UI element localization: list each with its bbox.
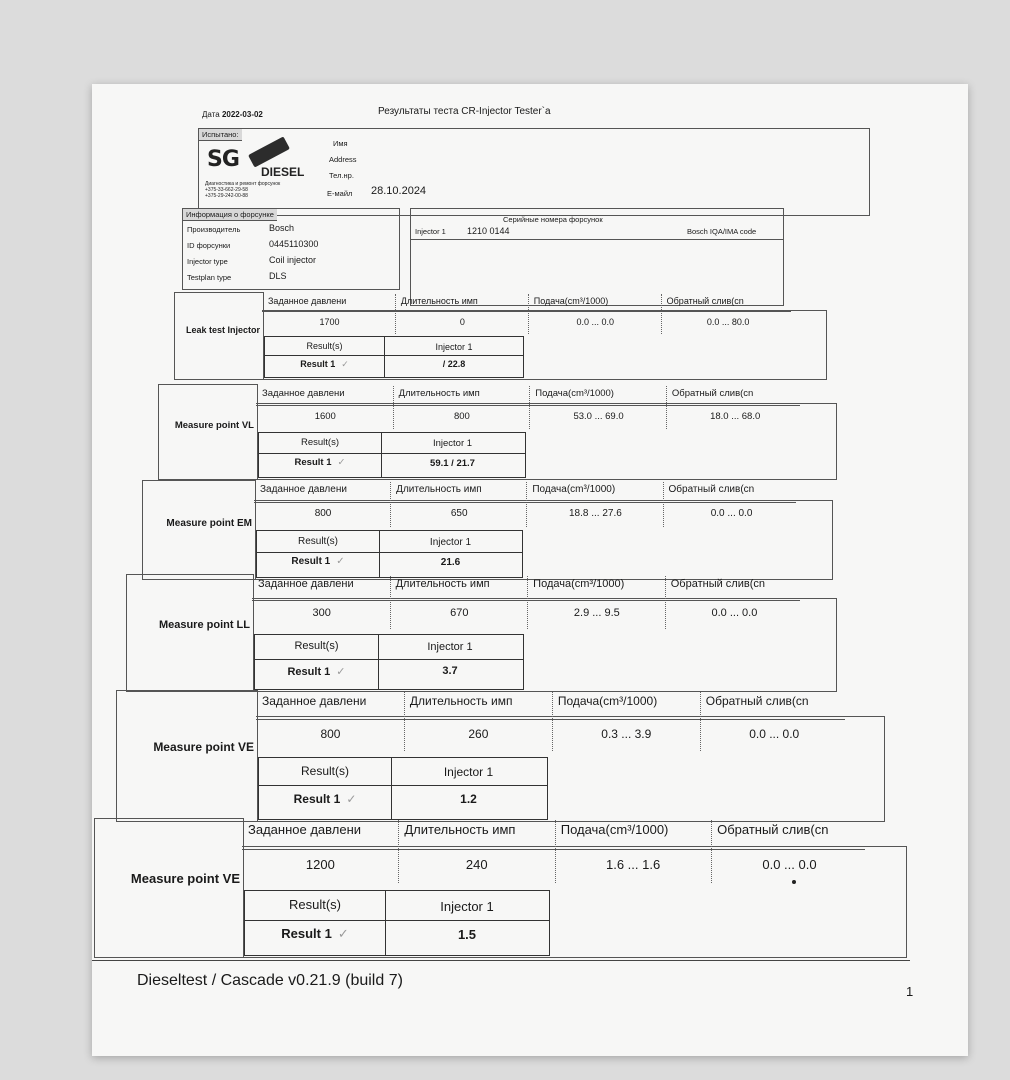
test-name: Measure point LL [158, 619, 250, 631]
email-label: Е-майл [327, 189, 353, 198]
result-value: 3.7 [442, 665, 458, 677]
injector-type-value: Coil injector [269, 255, 317, 265]
column-header-return: Обратный слив(cn [668, 484, 755, 495]
result-value: 1.5 [457, 927, 477, 942]
value-delivery: 53.0 ... 69.0 [573, 411, 624, 422]
value-return: 0.0 ... 0.0 [762, 857, 817, 872]
test-section [174, 292, 828, 380]
software-version: Dieseltest / Cascade v0.21.9 (build 7) [137, 972, 403, 989]
column-header-delivery: Подача(cm³/1000) [560, 822, 669, 837]
test-name: Measure point VE [153, 740, 254, 754]
company-logo [205, 143, 325, 203]
value-return: 18.0 ... 68.0 [710, 411, 761, 422]
serials-code-label: Bosch IQA/IMA code [687, 227, 757, 236]
column-header-duration: Длительность имп [404, 822, 516, 837]
column-header-delivery: Подача(cm³/1000) [532, 484, 616, 495]
result-row-label [245, 926, 385, 942]
test-section [116, 690, 886, 822]
column-header-duration: Длительность имп [396, 484, 482, 495]
test-name: Measure point VL [174, 420, 254, 431]
column-separator [528, 294, 529, 334]
value-pressure: 1700 [319, 317, 340, 327]
column-separator [661, 294, 662, 334]
result-table [264, 336, 524, 378]
column-header-pressure: Заданное давлени [260, 484, 347, 495]
column-header-delivery: Подача(cm³/1000) [533, 578, 625, 590]
test-section [126, 574, 838, 692]
header-underline [252, 600, 800, 601]
result-value: 59.1 / 21.7 [430, 458, 475, 469]
date-label: Дата [202, 110, 220, 119]
testplan-type-label: Testplan type [187, 273, 232, 282]
tested-by-box [198, 128, 870, 216]
column-header-delivery: Подача(cm³/1000) [533, 296, 609, 306]
checkmark-icon: ✓ [336, 666, 346, 678]
result-table [244, 890, 550, 956]
result-row-label [265, 359, 384, 370]
column-separator [555, 820, 556, 883]
footer-divider [92, 960, 910, 961]
value-delivery: 18.8 ... 27.6 [568, 508, 622, 519]
header-underline [254, 502, 796, 503]
test-name: Measure point VE [130, 871, 240, 886]
value-duration: 800 [453, 411, 470, 422]
header-underline [262, 311, 791, 312]
checkmark-icon: ✓ [341, 359, 349, 369]
column-header-duration: Длительность имп [400, 296, 478, 306]
value-duration: 650 [450, 508, 468, 519]
test-name: Leak test Injector [185, 325, 260, 335]
result-value: 21.6 [440, 557, 461, 568]
result-table-divider [265, 355, 523, 356]
logo-diesel: DIESEL [261, 165, 305, 179]
value-duration: 240 [465, 857, 488, 872]
value-pressure: 800 [320, 727, 341, 741]
column-separator [665, 576, 666, 629]
result-table-divider [257, 552, 522, 553]
result-injector-label: Injector 1 [427, 641, 473, 653]
test-section-frame [158, 384, 258, 480]
result-value: / 22.8 [442, 359, 466, 369]
result-row-text: Result 1 [281, 926, 332, 941]
test-name: Measure point EM [166, 518, 252, 529]
value-pressure: 300 [312, 607, 331, 619]
results-label: Result(s) [300, 437, 339, 448]
result-injector-label: Injector 1 [435, 342, 473, 352]
column-header-duration: Длительность имп [409, 694, 513, 708]
result-injector-label: Injector 1 [440, 899, 494, 914]
result-value: 1.2 [460, 792, 477, 806]
value-return: 0.0 ... 0.0 [711, 607, 758, 619]
column-separator [527, 576, 528, 629]
result-table [256, 530, 523, 578]
logo-subtitle: Диагностика и ремонт форсунок +375-33-662-29-58 +375-29-242-00-88 [205, 181, 281, 199]
value-duration: 0 [459, 317, 465, 327]
manufacturer-label: Производитель [187, 225, 241, 234]
page-number: 1 [906, 984, 914, 999]
column-header-pressure: Заданное давлени [262, 694, 367, 708]
test-section-frame [126, 574, 254, 692]
manufacturer-value: Bosch [269, 223, 295, 233]
column-separator [529, 386, 530, 429]
injector-info-label: Информация о форсунке [183, 209, 277, 221]
column-header-return: Обратный слив(cn [671, 388, 754, 399]
result-table [258, 432, 526, 478]
test-section-frame [142, 480, 256, 580]
column-header-return: Обратный слив(cn [670, 578, 765, 590]
value-return: 0.0 ... 0.0 [710, 508, 753, 519]
column-separator [526, 482, 527, 527]
checkmark-icon: ✓ [346, 792, 357, 806]
result-row-label [255, 665, 378, 678]
header-underline [256, 405, 800, 406]
result-row-text: Result 1 [287, 666, 331, 678]
value-delivery: 1.6 ... 1.6 [606, 857, 661, 872]
logo-sg: SG [207, 147, 239, 172]
column-separator [552, 692, 553, 751]
tested-by-label: Испытано: [199, 129, 242, 141]
injector-info-box [182, 208, 400, 290]
email-value: 28.10.2024 [371, 185, 427, 197]
serial-injector-value: 1210 0144 [467, 226, 510, 236]
column-separator [395, 294, 396, 334]
result-row-label [257, 556, 379, 567]
stray-mark [792, 880, 796, 884]
results-label: Result(s) [306, 341, 343, 351]
address-label: Address [329, 155, 357, 164]
value-delivery: 2.9 ... 9.5 [573, 607, 620, 619]
date-value: 2022-03-02 [221, 110, 263, 119]
phone-label: Тел.нр. [329, 171, 354, 180]
header-underline [256, 719, 845, 720]
test-section-frame [116, 690, 258, 822]
injector-id-label: ID форсунки [187, 241, 231, 250]
column-header-return: Обратный слив(cn [666, 296, 744, 306]
result-row-label [259, 457, 381, 468]
serials-title: Серийные номера форсунок [503, 215, 603, 224]
column-header-duration: Длительность имп [395, 578, 490, 590]
report-date [202, 110, 263, 119]
injector-type-label: Injector type [187, 257, 228, 266]
test-section [94, 818, 908, 958]
name-label: Имя [333, 139, 348, 148]
column-header-pressure: Заданное давлени [248, 822, 362, 837]
checkmark-icon: ✓ [337, 457, 346, 468]
injector-logo-icon [248, 136, 290, 167]
value-pressure: 1600 [314, 411, 336, 422]
value-return: 0.0 ... 0.0 [749, 727, 800, 741]
result-injector-label: Injector 1 [443, 765, 494, 779]
column-separator [666, 386, 667, 429]
column-separator [663, 482, 664, 527]
column-header-delivery: Подача(cm³/1000) [535, 388, 614, 399]
test-section-frame [94, 818, 244, 958]
checkmark-icon: ✓ [336, 556, 345, 567]
column-separator [711, 820, 712, 883]
result-table-divider [259, 453, 525, 454]
result-table [258, 757, 548, 820]
result-injector-label: Injector 1 [429, 537, 472, 548]
checkmark-icon: ✓ [337, 926, 349, 941]
column-separator [398, 820, 399, 883]
result-table-divider [259, 785, 547, 786]
results-label: Result(s) [300, 764, 349, 778]
result-row-text: Result 1 [294, 457, 332, 468]
result-injector-label: Injector 1 [432, 438, 473, 449]
test-section [158, 384, 838, 480]
results-label: Result(s) [294, 640, 339, 652]
test-report-sheet [92, 84, 968, 1056]
column-header-pressure: Заданное давлени [262, 388, 345, 399]
column-separator [390, 576, 391, 629]
column-separator [390, 482, 391, 527]
result-row-text: Result 1 [293, 792, 341, 806]
result-table-divider [255, 659, 523, 660]
column-separator [393, 386, 394, 429]
value-duration: 260 [468, 727, 489, 741]
column-header-pressure: Заданное давлени [258, 578, 354, 590]
column-header-duration: Длительность имп [398, 388, 480, 399]
injector-id-value: 0445110300 [269, 239, 319, 249]
result-row-label [259, 792, 391, 806]
result-row-text: Result 1 [291, 556, 331, 567]
header-underline [242, 849, 865, 850]
serial-injector-label: Injector 1 [415, 227, 446, 236]
column-separator [700, 692, 701, 751]
report-title: Результаты теста CR-Injector Tester`a [378, 106, 551, 117]
serials-divider [411, 239, 783, 240]
value-pressure: 1200 [305, 857, 335, 872]
results-label: Result(s) [288, 897, 341, 912]
column-header-return: Обратный слив(cn [705, 694, 809, 708]
testplan-type-value: DLS [269, 271, 287, 281]
value-return: 0.0 ... 80.0 [706, 317, 750, 327]
results-label: Result(s) [297, 536, 338, 547]
result-row-text: Result 1 [300, 359, 336, 369]
value-duration: 670 [450, 607, 469, 619]
value-delivery: 0.0 ... 0.0 [576, 317, 615, 327]
test-section-frame [174, 292, 264, 380]
column-header-delivery: Подача(cm³/1000) [557, 694, 658, 708]
test-section [142, 480, 834, 580]
result-table [254, 634, 524, 690]
value-delivery: 0.3 ... 3.9 [601, 727, 652, 741]
column-header-pressure: Заданное давлени [268, 296, 347, 306]
column-separator [404, 692, 405, 751]
value-pressure: 800 [314, 508, 332, 519]
column-header-return: Обратный слив(cn [717, 822, 829, 837]
result-table-divider [245, 920, 549, 921]
